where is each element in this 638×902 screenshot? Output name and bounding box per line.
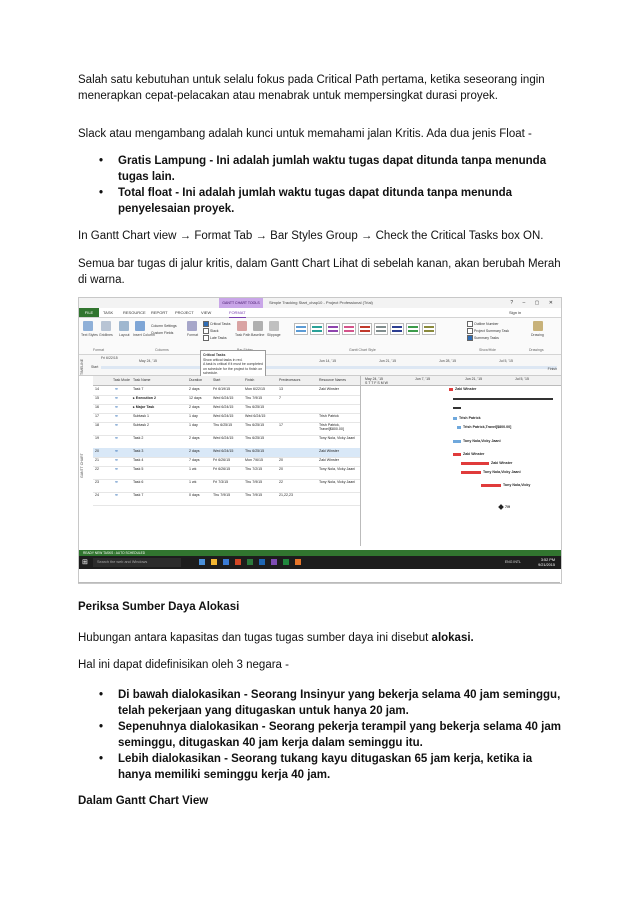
summary-bar[interactable]: [453, 407, 461, 409]
cell-finish: Thu 7/9/15: [245, 493, 263, 497]
bar-label: Tony Nola,Vicky Jaani: [463, 439, 501, 443]
cell-dur: 7 days: [189, 458, 200, 462]
critical-tasks-checkbox[interactable]: [203, 321, 231, 327]
tab-report[interactable]: REPORT: [151, 310, 168, 315]
drawing-icon[interactable]: [533, 321, 543, 331]
format-ribbon: [79, 318, 561, 355]
allocation-states-list: [78, 687, 568, 783]
list-item-free-float: • Gratis Lampung - Ini adalah jumlah waktu tugas dapat ditunda tanpa menunda tugas lain.: [78, 153, 568, 185]
windows-start-icon[interactable]: ⊞: [82, 559, 88, 566]
cell-name: Task 7: [133, 387, 144, 391]
task-mode-icon: ➥: [115, 423, 119, 427]
column-header[interactable]: Start: [213, 378, 221, 382]
checkbox-icon: [203, 335, 209, 341]
cell-pred: 17: [279, 423, 283, 427]
cell-res: Tony Nola, Vicky Jaani: [319, 467, 356, 471]
list-item-total-float: • Total float - Ini adalah jumlah waktu tugas dapat ditunda tanpa menunda penyelesaian proyek.: [78, 185, 568, 217]
timeline-side-label: TIMELINE: [80, 358, 84, 375]
column-settings-label: Column Settings: [151, 324, 177, 328]
cell-id: 14: [95, 387, 99, 391]
outline-number-label: Outline Number: [474, 321, 499, 326]
tab-resource[interactable]: RESOURCE: [123, 310, 146, 315]
timeline-tick: Jun 14, '15: [319, 359, 337, 363]
cell-start: Fri 7/3/15: [213, 480, 229, 484]
cell-dur: 1 day: [189, 414, 198, 418]
status-text: READY NEW TASKS : AUTO SCHEDULED: [83, 551, 146, 555]
timeline-tick: Jun 21, '15: [379, 359, 397, 363]
cell-id: 16: [95, 405, 99, 409]
gantt-date-header: [361, 376, 562, 386]
cell-res: Trish Patrick, Travel[$800.00]: [319, 423, 344, 432]
gantt-style-swatch-pink[interactable]: [342, 323, 356, 335]
gantt-style-swatch-blue[interactable]: [294, 323, 308, 335]
group-label-columns: Columns: [155, 348, 169, 352]
list-item-under-allocated: • Di bawah dialokasikan - Seorang Insinyur yang bekerja selama 40 jam seminggu, telah pekerjaan yang ditugaskan untuk hanya 20 jam.: [78, 687, 568, 719]
taskbar-onenote-icon[interactable]: [271, 559, 277, 565]
cell-res: Zaki Winster: [319, 387, 339, 391]
task-path-label: Task Path: [235, 333, 251, 337]
gantt-style-swatch-teal[interactable]: [310, 323, 324, 335]
slack-checkbox[interactable]: [203, 328, 219, 334]
cell-start: Wed 6/24/15: [213, 436, 234, 440]
column-settings-button[interactable]: [151, 324, 177, 328]
tab-task[interactable]: TASK: [103, 310, 114, 315]
taskbar-ppt-icon[interactable]: [295, 559, 301, 565]
gantt-style-swatch-navy[interactable]: [390, 323, 404, 335]
timeline-tick: Jul 5, '15: [499, 359, 513, 363]
group-label-show-hide: Show/Hide: [479, 348, 496, 352]
cell-dur: 2 days: [189, 436, 200, 440]
section-heading-resource-allocation: Periksa Sumber Daya Alokasi: [78, 601, 240, 613]
gantt-style-swatch-gray[interactable]: [374, 323, 388, 335]
cell-id: 20: [95, 449, 99, 453]
intro-paragraph-2: Slack atau mengambang adalah kunci untuk memahami jalan Kritis. Ada dua jenis Float -: [78, 128, 532, 140]
critical-task-bar[interactable]: [449, 388, 453, 391]
tab-view[interactable]: VIEW: [201, 310, 212, 315]
group-label-format: Format: [93, 348, 105, 352]
cell-finish: Mon 7/6/15: [245, 458, 263, 462]
taskbar-store-icon[interactable]: [223, 559, 229, 565]
drawing-label: Drawing: [531, 333, 544, 337]
project-summary-label: Project Summary Task: [474, 328, 509, 333]
bar-label: Zaki Winster: [463, 452, 485, 456]
table-row[interactable]: [93, 479, 360, 493]
list-item-fully-allocated: • Sepenuhnya dialokasikan - Seorang pekerja terampil yang bekerja selama 40 jam seminggu, ditugaskan 40 jam kerja dalam seminggu itu.: [78, 719, 568, 751]
bar-label: Tony Nola,Vicky: [503, 483, 531, 487]
tooltip-description: A task is critical if it must be completed on schedule for the project to finish on schedule.: [203, 362, 263, 375]
float-types-list: [78, 153, 568, 217]
taskbar-office-icon[interactable]: [235, 559, 241, 565]
ribbon-tabs: [79, 308, 561, 318]
input-language[interactable]: ENG INTL: [504, 560, 521, 564]
tab-format[interactable]: FORMAT: [229, 309, 246, 319]
tab-file[interactable]: FILE: [79, 308, 99, 317]
task-bar[interactable]: [457, 426, 461, 429]
timeline-start-date: Fri 6/22/15: [101, 356, 118, 360]
cell-id: 18: [95, 423, 99, 427]
cell-res: Zaki Winster: [319, 449, 339, 453]
intro-paragraph-1: Salah satu kebutuhan untuk selalu fokus pada Critical Path pertama, ketika seseorang ingin menerapkan cepat-pelacakan atau menabrak untuk mempersingkat durasi proyek.: [78, 74, 545, 102]
column-header[interactable]: Task Mode: [113, 378, 130, 382]
allocation-paragraph: [78, 630, 568, 646]
bar-label: Zaki Winster: [455, 387, 477, 391]
insert-column-icon[interactable]: [135, 321, 145, 331]
task-mode-icon: ➥: [115, 414, 119, 418]
summary-tasks-checkbox[interactable]: [467, 335, 499, 341]
cell-start: Wed 6/24/15: [213, 396, 234, 400]
task-mode-icon: ➥: [115, 458, 119, 462]
gantt-side-label: GANTT CHART: [80, 453, 84, 478]
column-header[interactable]: Predecessors: [279, 378, 301, 382]
bar-label: Tony Nola,Vicky Jaani: [483, 470, 521, 474]
gantt-style-swatch-green[interactable]: [406, 323, 420, 335]
slippage-icon[interactable]: [269, 321, 279, 331]
cell-res: Tony Nola, Vicky Jaani: [319, 480, 356, 484]
tab-project[interactable]: PROJECT: [175, 310, 194, 315]
allocation-bold-term: alokasi.: [431, 632, 474, 644]
checkbox-checked-icon: [467, 335, 473, 341]
taskbar-excel-icon[interactable]: [283, 559, 289, 565]
cell-start: Fri 6/26/15: [213, 467, 231, 471]
task-mode-icon: ➥: [115, 396, 119, 400]
cell-name: Task 3: [133, 449, 144, 453]
cell-name: ▸ Major Task: [133, 405, 155, 409]
cell-start: Thu 7/9/15: [213, 493, 231, 497]
taskbar-word-icon[interactable]: [259, 559, 265, 565]
taskbar-project-icon[interactable]: [247, 559, 253, 565]
cell-id: 21: [95, 458, 99, 462]
cell-pred: 13: [279, 387, 283, 391]
cell-dur: 12 days: [189, 396, 202, 400]
task-mode-icon: ➥: [115, 480, 119, 484]
task-mode-icon: ➥: [115, 405, 119, 409]
cell-res: Trish Patrick: [319, 414, 339, 418]
cell-dur: 1 day: [189, 423, 198, 427]
text-styles-icon[interactable]: [83, 321, 93, 331]
baseline-label: Baseline: [251, 333, 265, 337]
cell-dur: 2 days: [189, 405, 200, 409]
gantt-style-swatch-purple[interactable]: [326, 323, 340, 335]
table-row[interactable]: [93, 422, 360, 436]
gantt-chart-pane[interactable]: [360, 376, 562, 546]
checkbox-icon: [467, 321, 473, 327]
table-row[interactable]: [93, 466, 360, 480]
table-row[interactable]: [93, 435, 360, 449]
task-sheet-grid[interactable]: [93, 376, 360, 546]
late-tasks-checkbox[interactable]: [203, 335, 227, 341]
cell-id: 23: [95, 480, 99, 484]
sign-in-link[interactable]: Sign in: [509, 310, 522, 315]
bar-label: Trish Patrick,Travel[$800.00]: [463, 425, 512, 429]
cell-pred: 21,22,23: [279, 493, 293, 497]
cell-pred: 20: [279, 458, 283, 462]
taskbar-search-box[interactable]: Search the web and Windows: [93, 558, 181, 567]
task-mode-icon: ➥: [115, 387, 119, 391]
cell-finish: Thu 6/25/15: [245, 405, 265, 409]
cell-start: Wed 6/24/15: [213, 405, 234, 409]
summary-tasks-label: Summary Tasks: [474, 335, 499, 340]
insert-column-label: Insert Column: [133, 333, 155, 337]
cell-dur: 2 days: [189, 449, 200, 453]
divider: [78, 582, 560, 583]
gridlines-icon[interactable]: [101, 321, 111, 331]
window-controls[interactable]: ? – ▢ ✕: [510, 300, 557, 306]
cell-finish: Thu 7/2/15: [245, 467, 263, 471]
cell-start: Thu 6/25/15: [213, 423, 233, 427]
gantt-header-date: Jul 5, '15: [515, 377, 529, 381]
cell-name: Task 2: [133, 436, 144, 440]
cell-res: Zaki Winster: [319, 458, 339, 462]
column-header[interactable]: Duration: [189, 378, 203, 382]
section-heading-gantt-view: Dalam Gantt Chart View: [78, 795, 209, 807]
timeline-tick: Jun 28, '15: [439, 359, 457, 363]
gantt-header-days: S T T F S M W: [365, 381, 388, 385]
cell-res: Tony Nola, Vicky Jaani: [319, 436, 356, 440]
cell-start: Wed 6/24/15: [213, 449, 234, 453]
group-label-gantt-style: Gantt Chart Style: [349, 348, 376, 352]
baseline-icon[interactable]: [253, 321, 263, 331]
checkbox-icon: [203, 328, 209, 334]
windows-taskbar: [79, 556, 561, 569]
cell-start: Wed 6/24/15: [213, 414, 234, 418]
gantt-header-date: Jun 21, '15: [465, 377, 483, 381]
timeline-bar: [101, 366, 557, 369]
cell-name: Task 7: [133, 493, 144, 497]
project-summary-checkbox[interactable]: [467, 328, 509, 334]
cell-name: Task 5: [133, 467, 144, 471]
timeline-tick: May 24, '15: [139, 359, 157, 363]
gridlines-label: Gridlines: [99, 333, 113, 337]
cell-start: Fri 6/26/15: [213, 458, 231, 462]
cell-finish: Thu 6/25/15: [245, 436, 265, 440]
task-sheet-header: [93, 376, 360, 386]
outline-number-checkbox[interactable]: [467, 321, 499, 327]
table-row[interactable]: [93, 492, 360, 506]
task-mode-icon: ➥: [115, 493, 119, 497]
critical-task-bar[interactable]: [461, 471, 481, 474]
cell-start: Fri 6/19/15: [213, 387, 231, 391]
gantt-style-swatch-red[interactable]: [358, 323, 372, 335]
clock-time: 3:52 PM: [540, 558, 555, 562]
checkbox-icon: [467, 328, 473, 334]
gantt-chart-tools-context-tab[interactable]: GANTT CHART TOOLS: [219, 298, 263, 308]
task-bar[interactable]: [453, 417, 457, 420]
milestone-marker[interactable]: [498, 504, 504, 510]
task-path-icon[interactable]: [237, 321, 247, 331]
clock-date: 9/21/2015: [538, 562, 555, 567]
format-label: Format: [187, 333, 199, 337]
group-label-drawings: Drawings: [529, 348, 544, 352]
cell-dur: 1 wk: [189, 480, 197, 484]
slack-label: Slack: [210, 328, 219, 333]
cell-pred: 22: [279, 480, 283, 484]
window-title: Simple Tracking Start_chap10 - Project Professional (Trial): [269, 300, 373, 305]
bar-label: Zaki Winster: [491, 461, 513, 465]
layout-icon[interactable]: [119, 321, 129, 331]
critical-tasks-label: Critical Tasks: [210, 321, 231, 326]
ms-project-screenshot: [78, 297, 562, 584]
cell-id: 15: [95, 396, 99, 400]
task-bar[interactable]: [453, 440, 461, 443]
cell-id: 24: [95, 493, 99, 497]
cell-finish: Thu 6/25/15: [245, 423, 265, 427]
window-titlebar: [79, 298, 561, 308]
cell-finish: Thu 7/9/15: [245, 480, 263, 484]
tooltip-title: Critical Tasks: [203, 353, 226, 357]
critical-task-bar[interactable]: [481, 484, 501, 487]
bar-label: 7/9: [505, 505, 510, 509]
critical-task-bar[interactable]: [453, 453, 461, 456]
red-bars-paragraph: Semua bar tugas di jalur kritis, dalam Gantt Chart Lihat di sebelah kanan, akan berubah Merah di warna.: [78, 258, 561, 286]
cell-pred: 20: [279, 467, 283, 471]
checkbox-checked-icon: [203, 321, 209, 327]
timeline-finish-label: Finish: [547, 367, 557, 371]
late-tasks-label: Late Tasks: [210, 335, 227, 340]
cell-dur: 2 days: [189, 387, 200, 391]
critical-task-bar[interactable]: [461, 462, 489, 465]
timeline-start-label: Start: [91, 365, 99, 369]
cell-dur: 1 wk: [189, 467, 197, 471]
instruction-paragraph: In Gantt Chart view → Format Tab → Bar Styles Group → Check the Critical Tasks box ON.: [78, 230, 544, 242]
list-item-over-allocated: • Lebih dialokasikan - Seorang tukang kayu ditugaskan 65 jam kerja, ketika ia hanya memiliki seminggu kerja 40 jam.: [78, 751, 568, 783]
cell-finish: Thu 6/25/15: [245, 449, 265, 453]
cell-name: ▸ Execution 2: [133, 396, 156, 400]
text-styles-label: Text Styles: [81, 333, 98, 337]
cell-name: Subtask 2: [133, 423, 149, 427]
column-header[interactable]: Finish: [245, 378, 255, 382]
cell-finish: Wed 6/24/15: [245, 414, 266, 418]
gantt-header-date: Jun 7, '15: [415, 377, 431, 381]
taskbar-app-icon[interactable]: [199, 559, 205, 565]
timeline-pane[interactable]: [79, 355, 561, 376]
custom-fields-button[interactable]: [151, 331, 173, 335]
column-header[interactable]: Resource Names: [319, 378, 347, 382]
custom-fields-label: Custom Fields: [151, 331, 174, 335]
states-paragraph: Hal ini dapat didefinisikan oleh 3 negara -: [78, 659, 289, 671]
gantt-header-date: May 24, '15: [365, 377, 383, 381]
allocation-text: Hubungan antara kapasitas dan tugas tugas sumber daya ini disebut: [78, 632, 432, 644]
cell-pred: 7: [279, 396, 281, 400]
cell-id: 17: [95, 414, 99, 418]
cell-name: Task 6: [133, 480, 144, 484]
cell-name: Task 4: [133, 458, 144, 462]
taskbar-folder-icon[interactable]: [211, 559, 217, 565]
bar-label: Trish Patrick: [459, 416, 481, 420]
cell-finish: Thu 7/9/15: [245, 396, 263, 400]
layout-label: Layout: [119, 333, 130, 337]
tooltip-line: Show critical tasks in red.: [203, 357, 243, 362]
column-header[interactable]: Task Name: [133, 378, 151, 382]
task-mode-icon: ➥: [115, 449, 119, 453]
task-mode-icon: ➥: [115, 436, 119, 440]
cell-dur: 0 days: [189, 493, 200, 497]
gantt-style-swatch-olive[interactable]: [422, 323, 436, 335]
cell-name: Subtask 1: [133, 414, 149, 418]
format-icon[interactable]: [187, 321, 197, 331]
summary-bar[interactable]: [453, 398, 553, 400]
task-mode-icon: ➥: [115, 467, 119, 471]
taskbar-clock[interactable]: [538, 558, 555, 567]
cell-id: 19: [95, 436, 99, 440]
cell-id: 22: [95, 467, 99, 471]
slippage-label: Slippage: [267, 333, 281, 337]
cell-finish: Mon 6/22/15: [245, 387, 265, 391]
